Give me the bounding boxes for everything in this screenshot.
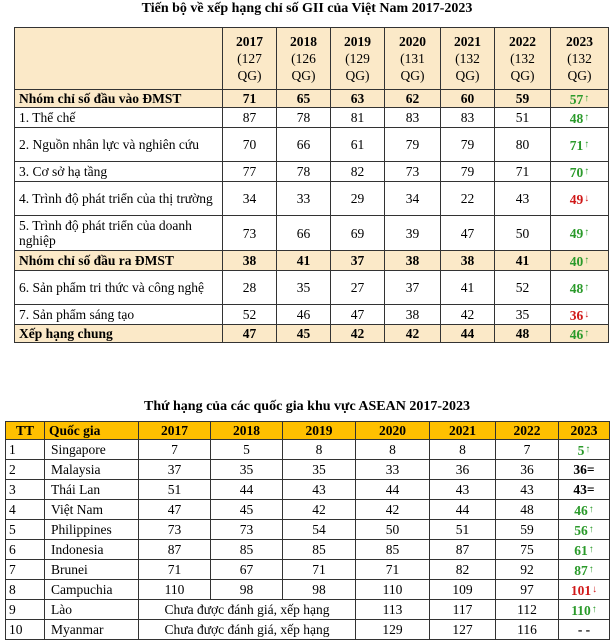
header-year: 2019 (129 QG) — [331, 28, 385, 90]
rank-cell: 66 — [277, 128, 331, 162]
rank-cell: 97 — [496, 580, 559, 600]
rank-cell: 38 — [223, 251, 277, 271]
rank-cell: 36 — [430, 460, 496, 480]
header-year: 2018 — [211, 422, 283, 440]
rank-cell: 42 — [385, 325, 441, 343]
country-name: Philippines — [45, 520, 139, 540]
rank-2023-value: 71 — [569, 137, 584, 153]
rank-cell: 38 — [385, 251, 441, 271]
rank-cell: 79 — [385, 128, 441, 162]
rank-2023-value: 49 — [569, 191, 584, 207]
rank-cell: 51 — [430, 520, 496, 540]
country-name: Malaysia — [45, 460, 139, 480]
rank-cell: 77 — [223, 162, 277, 182]
arrow-up-icon: ↑ — [584, 165, 590, 177]
country-row — [6, 600, 610, 620]
row-number: 7 — [6, 560, 45, 580]
rank-cell: 42 — [441, 305, 495, 325]
country-name: Brunei — [45, 560, 139, 580]
rank-2023-value: 48 — [569, 110, 584, 126]
rank-cell: 42 — [331, 325, 385, 343]
rank-2023-value: - - — [577, 622, 591, 637]
header-year: 2023 — [559, 422, 610, 440]
indicator-row — [15, 271, 609, 305]
rank-2023-cell — [559, 580, 610, 600]
rank-cell: 7 — [496, 440, 559, 460]
rank-cell: 62 — [385, 90, 441, 108]
rank-cell: 112 — [496, 600, 559, 620]
country-row — [6, 480, 610, 500]
indicator-row — [15, 128, 609, 162]
row-label: 1. Thể chế — [15, 108, 223, 128]
row-label: Xếp hạng chung — [15, 325, 223, 343]
rank-cell: 87 — [430, 540, 496, 560]
rank-2023-value: 36 — [573, 462, 587, 477]
header-year: 2021 — [430, 422, 496, 440]
rank-2023-value: 46 — [569, 326, 584, 342]
arrow-down-icon: ↓ — [584, 308, 590, 320]
rank-cell: 37 — [385, 271, 441, 305]
row-number: 1 — [6, 440, 45, 460]
country-row — [6, 500, 610, 520]
country-name: Thái Lan — [45, 480, 139, 500]
country-name: Singapore — [45, 440, 139, 460]
rank-cell: 83 — [441, 108, 495, 128]
rank-cell: 44 — [441, 325, 495, 343]
rank-cell: 71 — [495, 162, 551, 182]
arrow-down-icon: ↓ — [584, 192, 590, 204]
rank-cell: 35 — [211, 460, 283, 480]
rank-cell: 38 — [385, 305, 441, 325]
rank-cell: 85 — [211, 540, 283, 560]
rank-cell: 44 — [356, 480, 430, 500]
rank-cell: 35 — [283, 460, 356, 480]
rank-2023-value: 61 — [574, 542, 588, 558]
arrow-up-icon: ↑ — [588, 503, 594, 515]
gii-vietnam-table — [14, 27, 609, 343]
rank-cell: 63 — [331, 90, 385, 108]
rank-2023-value: 36 — [569, 307, 584, 323]
header-year: 2022 (132 QG) — [495, 28, 551, 90]
rank-cell: 92 — [496, 560, 559, 580]
rank-2023-cell — [559, 560, 610, 580]
rank-cell: 43 — [495, 182, 551, 216]
rank-cell: 71 — [139, 560, 211, 580]
rank-cell: 8 — [430, 440, 496, 460]
rank-cell: 36 — [496, 460, 559, 480]
rank-2023-value: 5 — [577, 442, 585, 458]
country-row — [6, 460, 610, 480]
rank-cell: 50 — [356, 520, 430, 540]
row-number: 4 — [6, 500, 45, 520]
rank-2023-value: 57 — [569, 91, 584, 107]
equal-icon: = — [586, 482, 595, 497]
rank-cell: 127 — [430, 620, 496, 640]
header-year: 2017 (127 QG) — [223, 28, 277, 90]
row-label: 6. Sản phẩm tri thức và công nghệ — [15, 271, 223, 305]
rank-2023-cell — [559, 600, 610, 620]
rank-cell: 50 — [495, 216, 551, 251]
not-ranked-note: Chưa được đánh giá, xếp hạng — [139, 620, 356, 640]
rank-cell: 65 — [277, 90, 331, 108]
rank-cell: 39 — [385, 216, 441, 251]
rank-2023-cell — [551, 325, 609, 343]
rank-cell: 71 — [223, 90, 277, 108]
rank-cell: 116 — [496, 620, 559, 640]
rank-cell: 37 — [331, 251, 385, 271]
arrow-up-icon: ↑ — [584, 111, 590, 123]
rank-2023-cell — [559, 620, 610, 640]
header-year: 2022 — [496, 422, 559, 440]
rank-cell: 73 — [223, 216, 277, 251]
rank-2023-cell — [559, 540, 610, 560]
rank-cell: 41 — [441, 271, 495, 305]
row-label: 4. Trình độ phát triển của thị trường — [15, 182, 223, 216]
rank-cell: 69 — [331, 216, 385, 251]
rank-2023-cell — [551, 128, 609, 162]
rank-cell: 45 — [277, 325, 331, 343]
country-name: Indonesia — [45, 540, 139, 560]
rank-2023-cell — [551, 90, 609, 108]
rank-2023-value: 46 — [574, 502, 588, 518]
rank-cell: 87 — [223, 108, 277, 128]
rank-cell: 78 — [277, 162, 331, 182]
rank-cell: 73 — [211, 520, 283, 540]
country-name: Việt Nam — [45, 500, 139, 520]
rank-2023-value: 87 — [574, 562, 588, 578]
row-label: Nhóm chỉ số đầu vào ĐMST — [15, 90, 223, 108]
header-year: 2023 (132 QG) — [551, 28, 609, 90]
rank-2023-value: 43 — [573, 482, 587, 497]
row-number: 10 — [6, 620, 45, 640]
rank-cell: 59 — [496, 520, 559, 540]
rank-cell: 85 — [283, 540, 356, 560]
rank-cell: 61 — [331, 128, 385, 162]
rank-cell: 42 — [356, 500, 430, 520]
rank-cell: 71 — [283, 560, 356, 580]
rank-cell: 78 — [277, 108, 331, 128]
arrow-up-icon: ↑ — [585, 443, 591, 455]
indicator-row — [15, 182, 609, 216]
row-label: 5. Trình độ phát triển của doanh nghiệp — [15, 216, 223, 251]
rank-cell: 48 — [495, 325, 551, 343]
rank-cell: 54 — [283, 520, 356, 540]
rank-cell: 80 — [495, 128, 551, 162]
header-year: 2017 — [139, 422, 211, 440]
rank-2023-value: 56 — [574, 522, 588, 538]
rank-cell: 79 — [441, 162, 495, 182]
rank-2023-cell — [551, 251, 609, 271]
arrow-up-icon: ↑ — [588, 563, 594, 575]
rank-2023-value: 48 — [569, 280, 584, 296]
table2-title: Thứ hạng của các quốc gia khu vực ASEAN 2017-2023 — [143, 399, 471, 414]
rank-cell: 29 — [331, 182, 385, 216]
rank-cell: 52 — [495, 271, 551, 305]
arrow-up-icon: ↑ — [584, 281, 590, 293]
rank-cell: 44 — [211, 480, 283, 500]
asean-header-row — [6, 422, 610, 440]
rank-cell: 83 — [385, 108, 441, 128]
rank-cell: 8 — [283, 440, 356, 460]
rank-cell: 113 — [356, 600, 430, 620]
rank-cell: 75 — [496, 540, 559, 560]
rank-2023-cell — [559, 460, 610, 480]
rank-cell: 28 — [223, 271, 277, 305]
header-year: 2020 (131 QG) — [385, 28, 441, 90]
row-number: 3 — [6, 480, 45, 500]
rank-2023-cell — [551, 305, 609, 325]
rank-cell: 59 — [495, 90, 551, 108]
arrow-up-icon: ↑ — [584, 92, 590, 104]
rank-2023-cell — [551, 182, 609, 216]
arrow-up-icon: ↑ — [584, 227, 590, 238]
country-name: Lào — [45, 600, 139, 620]
rank-cell: 43 — [496, 480, 559, 500]
equal-icon: = — [586, 462, 595, 477]
row-number: 6 — [6, 540, 45, 560]
country-row — [6, 580, 610, 600]
rank-cell: 35 — [495, 305, 551, 325]
rank-cell: 129 — [356, 620, 430, 640]
row-number: 2 — [6, 460, 45, 480]
country-name: Campuchia — [45, 580, 139, 600]
indicator-row — [15, 305, 609, 325]
rank-cell: 44 — [430, 500, 496, 520]
rank-cell: 5 — [211, 440, 283, 460]
rank-cell: 34 — [385, 182, 441, 216]
rank-cell: 27 — [331, 271, 385, 305]
row-number: 5 — [6, 520, 45, 540]
rank-cell: 33 — [356, 460, 430, 480]
country-row — [6, 440, 610, 460]
country-row — [6, 560, 610, 580]
rank-2023-cell — [559, 440, 610, 460]
rank-cell: 34 — [223, 182, 277, 216]
rank-cell: 110 — [139, 580, 211, 600]
rank-cell: 73 — [139, 520, 211, 540]
rank-2023-value: 101 — [570, 582, 592, 598]
rank-cell: 98 — [211, 580, 283, 600]
group-row — [15, 251, 609, 271]
row-number: 8 — [6, 580, 45, 600]
arrow-up-icon: ↑ — [584, 138, 590, 150]
asean-ranking-table — [5, 421, 610, 640]
rank-cell: 52 — [223, 305, 277, 325]
rank-cell: 41 — [495, 251, 551, 271]
arrow-up-icon: ↑ — [588, 523, 594, 535]
rank-cell: 67 — [211, 560, 283, 580]
rank-cell: 71 — [356, 560, 430, 580]
rank-2023-value: 40 — [569, 253, 584, 269]
arrow-up-icon: ↑ — [584, 254, 590, 266]
rank-cell: 79 — [441, 128, 495, 162]
rank-cell: 85 — [356, 540, 430, 560]
rank-cell: 51 — [139, 480, 211, 500]
country-row — [6, 520, 610, 540]
header-year: 2021 (132 QG) — [441, 28, 495, 90]
rank-cell: 8 — [356, 440, 430, 460]
not-ranked-note: Chưa được đánh giá, xếp hạng — [139, 600, 356, 620]
country-row — [6, 620, 610, 640]
rank-cell: 51 — [495, 108, 551, 128]
rank-cell: 42 — [283, 500, 356, 520]
rank-cell: 46 — [277, 305, 331, 325]
arrow-up-icon: ↑ — [588, 543, 594, 555]
header-country: Quốc gia — [45, 422, 139, 440]
header-year: 2020 — [356, 422, 430, 440]
header-tt: TT — [6, 422, 45, 440]
rank-2023-cell — [551, 216, 609, 251]
rank-2023-cell — [551, 108, 609, 128]
rank-cell: 41 — [277, 251, 331, 271]
rank-cell: 33 — [277, 182, 331, 216]
rank-2023-cell — [559, 520, 610, 540]
row-label: Nhóm chỉ số đầu ra ĐMST — [15, 251, 223, 271]
rank-cell: 47 — [331, 305, 385, 325]
rank-cell: 37 — [139, 460, 211, 480]
header-year: 2019 — [283, 422, 356, 440]
row-label: 3. Cơ sở hạ tầng — [15, 162, 223, 182]
rank-cell: 117 — [430, 600, 496, 620]
country-row — [6, 540, 610, 560]
rank-cell: 43 — [430, 480, 496, 500]
row-label: 7. Sản phẩm sáng tạo — [15, 305, 223, 325]
group-row — [15, 325, 609, 343]
rank-2023-value: 70 — [569, 164, 584, 180]
rank-cell: 47 — [139, 500, 211, 520]
arrow-up-icon: ↑ — [591, 603, 597, 615]
group-row — [15, 90, 609, 108]
header-blank — [15, 28, 223, 90]
rank-cell: 87 — [139, 540, 211, 560]
rank-cell: 45 — [211, 500, 283, 520]
rank-cell: 60 — [441, 90, 495, 108]
rank-cell: 48 — [496, 500, 559, 520]
rank-2023-cell — [551, 271, 609, 305]
rank-cell: 66 — [277, 216, 331, 251]
rank-cell: 82 — [430, 560, 496, 580]
rank-2023-value: 49 — [569, 226, 584, 241]
country-name: Myanmar — [45, 620, 139, 640]
rank-cell: 7 — [139, 440, 211, 460]
rank-cell: 82 — [331, 162, 385, 182]
indicator-row — [15, 162, 609, 182]
row-label: 2. Nguồn nhân lực và nghiên cứu — [15, 128, 223, 162]
rank-cell: 73 — [385, 162, 441, 182]
table1-title: Tiến bộ về xếp hạng chỉ số GII của Việt Nam 2017-2023 — [141, 1, 473, 16]
rank-2023-cell — [551, 162, 609, 182]
indicator-row — [15, 216, 609, 251]
rank-cell: 109 — [430, 580, 496, 600]
indicator-row — [15, 108, 609, 128]
header-year: 2018 (126 QG) — [277, 28, 331, 90]
rank-cell: 35 — [277, 271, 331, 305]
rank-cell: 38 — [441, 251, 495, 271]
rank-cell: 81 — [331, 108, 385, 128]
rank-2023-cell — [559, 480, 610, 500]
rank-2023-cell — [559, 500, 610, 520]
row-number: 9 — [6, 600, 45, 620]
rank-cell: 70 — [223, 128, 277, 162]
rank-cell: 47 — [441, 216, 495, 251]
rank-cell: 47 — [223, 325, 277, 343]
arrow-down-icon: ↓ — [592, 583, 598, 595]
rank-cell: 22 — [441, 182, 495, 216]
rank-cell: 43 — [283, 480, 356, 500]
rank-2023-value: 110 — [571, 602, 591, 618]
arrow-up-icon: ↑ — [584, 327, 590, 339]
year-header-row — [15, 28, 609, 90]
rank-cell: 110 — [356, 580, 430, 600]
rank-cell: 98 — [283, 580, 356, 600]
